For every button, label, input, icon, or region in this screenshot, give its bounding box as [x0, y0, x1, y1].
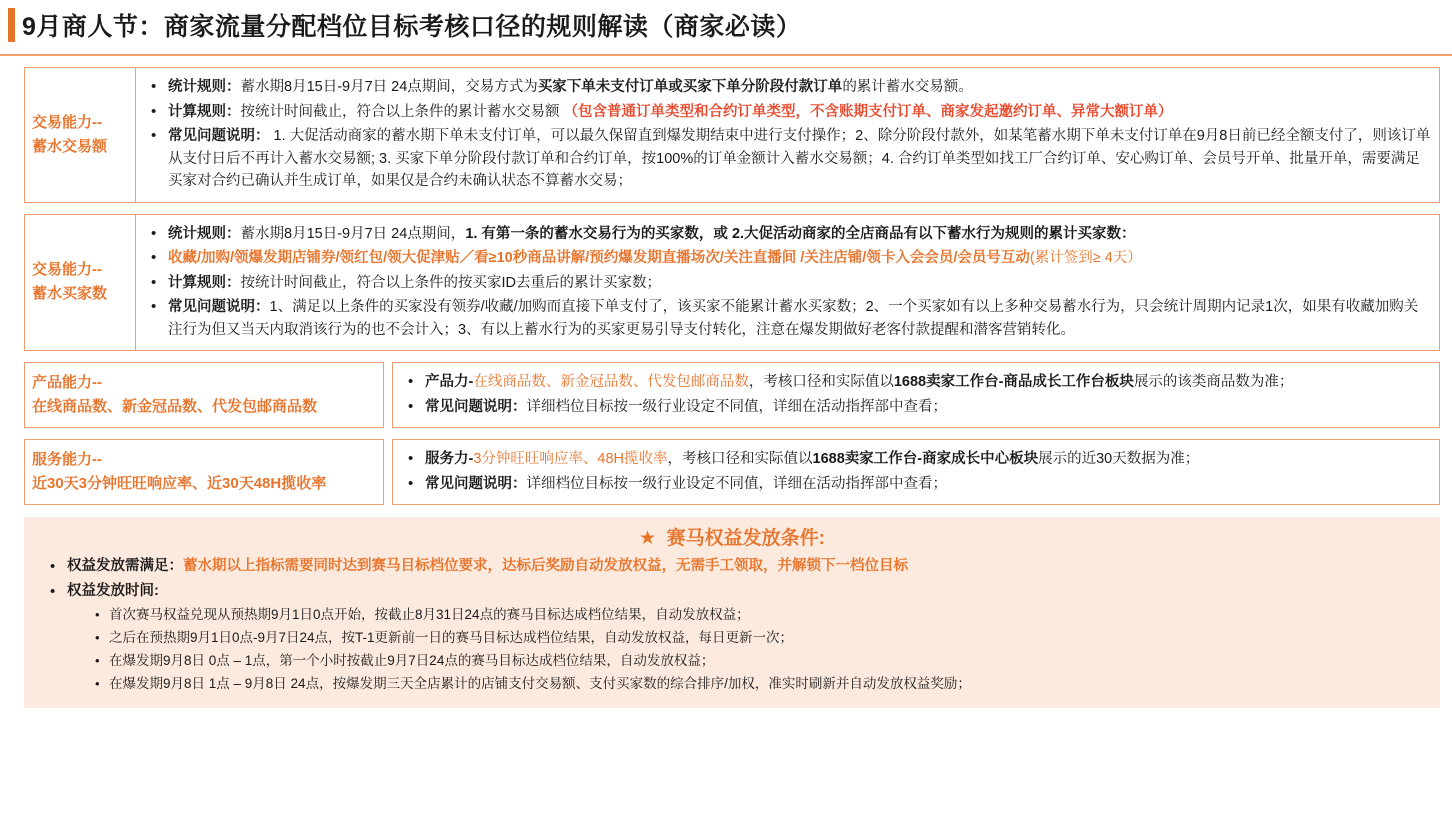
item-text: ，考核口径和实际值以	[667, 451, 813, 467]
list-item	[166, 76, 1431, 99]
item-text: 1. 大促活动商家的蓄水期下单未支付订单，可以最久保留直到爆发期结束中进行支付操作；2、除分阶段付款外，如某笔蓄水期下单未支付订单在9月8日前已经全额支付了，则该订单从支付日后不再计入蓄水交易额; 3. 买家下单分阶段付款订单和合约订单，按100%的订单金额计入蓄水交易额；4. 合约订单类型如找工厂合约订单、安心购订单、会员号开单、批量开单，需要满足买家对合约已确认并生成订单，如果仅是合约未确认状态不算蓄水交易；	[168, 128, 1431, 189]
item-text: 蓄水期8月15日-9月7日 24点期间，	[240, 225, 466, 242]
item-lead: 常见问题说明：	[168, 128, 270, 144]
list-item: • 在爆发期9月8日 0点 – 1点，第一个小时按截止9月7日24点的赛马目标达成档位结果，自动发放权益；	[109, 649, 1429, 672]
star-icon: ★	[639, 528, 657, 549]
section-trade-amount	[24, 67, 1440, 203]
list-item	[423, 448, 1431, 471]
list-item: • 之后在预热期9月1日0点-9月7日24点，按T-1更新前一日的赛马目标达成档位结果，自动发放权益，每日更新一次；	[109, 626, 1429, 649]
section-trade-buyers	[24, 214, 1440, 352]
list-item	[423, 396, 1431, 419]
page-title-bar	[0, 0, 1452, 56]
section-label-line1: 交易能力--	[32, 113, 102, 131]
item-lead: 统计规则：	[168, 225, 241, 242]
list-item	[166, 101, 1431, 124]
list-item	[166, 125, 1431, 193]
rewards-bullet-list	[35, 555, 1429, 695]
item-lead: 产品力-	[425, 374, 474, 390]
item-text: 详细档位目标按一级行业设定不同值，详细在活动指挥部中查看；	[526, 475, 947, 492]
section-label-service-ability	[24, 439, 384, 505]
page-title: 9月商人节：商家流量分配档位目标考核口径的规则解读（商家必读）	[22, 13, 802, 41]
rewards-panel	[24, 517, 1440, 708]
item-text: 按统计时间截止，符合以上条件的累计蓄水交易额	[240, 103, 564, 120]
section-label-line1: 服务能力--	[32, 451, 102, 468]
list-item	[65, 555, 1429, 578]
item-orange-text: 蓄水期以上指标需要同时达到赛马目标档位要求，达标后奖励自动发放权益，无需手工领取，并解锁下一档位目标	[183, 558, 908, 574]
item-text: 详细档位目标按一级行业设定不同值，详细在活动指挥部中查看；	[526, 398, 947, 415]
item-text-2: 展示的近30天数据为准；	[1038, 451, 1200, 467]
section-label-line2: 近30天3分钟旺旺响应率、近30天48H揽收率	[32, 475, 327, 492]
bullet-list	[393, 448, 1431, 495]
item-text: 蓄水期8月15日-9月7日 24点期间，交易方式为	[240, 79, 538, 95]
item-text: 按统计时间截止，符合以上条件的按买家ID去重后的累计买家数；	[240, 274, 661, 291]
rewards-title-text: 赛马权益发放条件:	[666, 528, 825, 549]
list-item: • 首次赛马权益兑现从预热期9月1日0点开始，按截止8月31日24点的赛马目标达成档位结果，自动发放权益；	[109, 603, 1429, 626]
section-body-service-ability	[392, 439, 1440, 505]
list-item	[166, 272, 1431, 295]
item-orange-tail: (累计签到≥ 4天）	[1029, 250, 1142, 266]
list-item	[166, 296, 1431, 341]
section-body-trade-amount	[136, 67, 1440, 203]
section-body-trade-buyers	[136, 214, 1440, 352]
bullet-list	[136, 76, 1431, 193]
list-item	[65, 580, 1429, 695]
list-item	[423, 473, 1431, 496]
item-text: 1、满足以上条件的买家没有领券/收藏/加购而直接下单支付了，该买家不能累计蓄水买家数；2、一个买家如有以上多种交易蓄水行为，只会统计周期内记录1次，如果有收藏加购关注行为但又当天内取消该行为的也不会计入；3、有以上蓄水行为的买家更易引导支付转化，注意在爆发期做好老客付款提醒和潜客营销转化。	[168, 299, 1419, 338]
section-label-line1: 产品能力--	[32, 374, 102, 391]
item-bold: 买家下单未支付订单或买家下单分阶段付款订单	[537, 79, 843, 95]
item-lead: 常见问题说明：	[425, 398, 527, 415]
item-bold: 1688卖家工作台-商家成长中心板块	[812, 451, 1039, 467]
section-product-ability	[24, 362, 1440, 428]
section-label-trade-buyers	[24, 214, 136, 352]
item-lead: 计算规则：	[168, 274, 241, 291]
bullet-list	[393, 371, 1431, 418]
item-lead: 权益发放需满足：	[67, 558, 183, 574]
title-accent-bar	[8, 8, 15, 42]
section-label-line2: 蓄水交易额	[32, 137, 108, 155]
item-lead: 服务力-	[425, 451, 474, 467]
item-lead: 统计规则：	[168, 79, 241, 95]
bullet-list	[136, 223, 1431, 342]
item-lead: 常见问题说明：	[425, 475, 527, 492]
list-item: • 在爆发期9月8日 1点 – 9月8日 24点，按爆发期三天全店累计的店铺支付交易额、支付买家数的综合排序/加权，准实时刷新并自动发放权益奖励；	[109, 672, 1429, 695]
section-label-line2: 在线商品数、新金冠品数、代发包邮商品数	[32, 398, 318, 415]
list-item	[423, 371, 1431, 394]
item-text-2: 展示的该类商品数为准；	[1133, 374, 1294, 390]
section-service-ability	[24, 439, 1440, 505]
section-label-line2: 蓄水买家数	[32, 285, 108, 303]
item-text-2: 的累计蓄水交易额。	[842, 79, 973, 95]
section-label-trade-amount	[24, 67, 136, 203]
item-lead: 权益发放时间:	[67, 583, 159, 599]
item-bold: 1. 有第一条的蓄水交易行为的买家数，或 2.大促活动商家的全店商品有以下蓄水行为规则的累计买家数：	[465, 225, 1136, 242]
list-item-highlight	[166, 247, 1431, 270]
item-orange-text: 收藏/加购/领爆发期店铺券/领红包/领大促津贴／看≥10秒商品讲解/预约爆发期直播场次/关注直播间 /关注店铺/领卡入会会员/会员号互动	[168, 250, 1030, 266]
section-label-product-ability	[24, 362, 384, 428]
item-highlight: （包含普通订单类型和合约订单类型，不含账期支付订单、商家发起邀约订单、异常大额订单）	[563, 103, 1173, 120]
rewards-sub-list	[67, 603, 1429, 695]
item-bold: 1688卖家工作台-商品成长工作台板块	[893, 374, 1134, 390]
item-orange-text: 3分钟旺旺响应率、48H揽收率	[473, 451, 668, 467]
item-orange-text: 在线商品数、新金冠品数、代发包邮商品数	[473, 374, 749, 390]
rewards-panel-title	[35, 525, 1429, 553]
section-label-line1: 交易能力--	[32, 261, 102, 279]
section-body-product-ability	[392, 362, 1440, 428]
item-lead: 计算规则：	[168, 103, 241, 120]
item-text: ，考核口径和实际值以	[748, 374, 894, 390]
list-item	[166, 223, 1431, 246]
item-lead: 常见问题说明：	[168, 299, 270, 315]
